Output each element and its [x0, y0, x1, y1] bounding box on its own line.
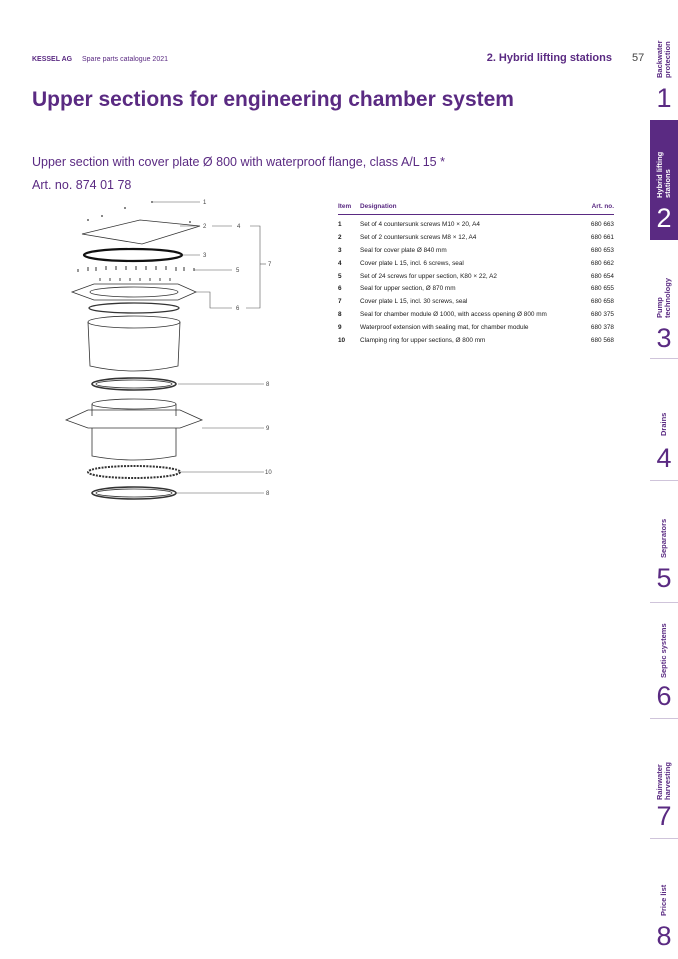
- extension-flange: [66, 410, 202, 428]
- row-art-no: 680 653: [590, 246, 614, 254]
- extension-top: [92, 399, 176, 409]
- tab-number: 7: [656, 801, 672, 831]
- row-art-no: 680 663: [590, 220, 614, 228]
- row-item: 3: [338, 246, 342, 254]
- seal-chamber-bottom-inner: [96, 489, 172, 497]
- row-item: 2: [338, 233, 342, 241]
- tab-number: 6: [656, 681, 672, 711]
- table-row: [338, 270, 614, 283]
- chapter-title: 2. Hybrid lifting stations: [486, 52, 612, 64]
- table-row: [338, 334, 614, 347]
- page-title: Upper sections for engineering chamber system: [32, 88, 514, 111]
- product-art-no: Art. no. 874 01 78: [32, 178, 132, 192]
- row-item: 8: [338, 311, 342, 319]
- row-art-no: 680 654: [590, 272, 614, 280]
- tab-septic-systems[interactable]: [650, 606, 678, 720]
- screws-row: [78, 266, 194, 272]
- callout-10: 10: [265, 470, 272, 476]
- table-row: [338, 231, 614, 244]
- callout-8-top: 8: [266, 382, 270, 388]
- row-designation: Seal for chamber module Ø 1000, with access opening Ø 800 mm: [360, 311, 547, 319]
- page-number: 57: [632, 52, 645, 64]
- cover-plate-opening: [90, 287, 178, 297]
- row-item: 1: [338, 220, 342, 228]
- header-art-no: Art. no.: [591, 203, 614, 210]
- tab-pump-technology[interactable]: [650, 240, 678, 360]
- tab-label: Pump technology: [655, 277, 672, 318]
- screws-top: [87, 201, 191, 223]
- callout-8-bottom: 8: [266, 491, 270, 497]
- row-designation: Cover plate L 15, incl. 30 screws, seal: [360, 298, 468, 306]
- tab-label: Backwater protection: [655, 40, 672, 78]
- catalogue-name: Spare parts catalogue 2021: [82, 56, 169, 63]
- callout-2: 2: [203, 224, 207, 230]
- tab-number: 4: [656, 443, 672, 473]
- seal-chamber-top-inner: [96, 380, 172, 388]
- exploded-drawing-svg: [60, 196, 290, 506]
- tab-label: Septic systems: [659, 623, 668, 678]
- callout-4: 4: [237, 224, 241, 230]
- row-designation: Cover plate L 15, incl. 6 screws, seal: [360, 259, 464, 267]
- callout-5: 5: [236, 268, 240, 274]
- table-row: [338, 218, 614, 231]
- tab-label: Drains: [659, 412, 668, 436]
- table-row: [338, 295, 614, 308]
- row-designation: Set of 24 screws for upper section, K80 × 22, A2: [360, 272, 497, 280]
- row-designation: Waterproof extension with sealing mat, for chamber module: [360, 324, 529, 332]
- tab-separators[interactable]: [650, 484, 678, 604]
- cover-plate-flange: [72, 284, 196, 300]
- tab-label: Price list: [659, 884, 668, 916]
- row-designation: Seal for upper section, Ø 870 mm: [360, 285, 456, 293]
- tab-hybrid-lifting-stations[interactable]: [650, 120, 678, 240]
- row-designation: Set of 2 countersunk screws M8 × 12, A4: [360, 233, 477, 241]
- product-description: Upper section with cover plate Ø 800 with waterproof flange, class A/L 15 *: [32, 155, 445, 169]
- cover-plate-top: [82, 220, 200, 244]
- tab-price-list[interactable]: [650, 842, 678, 959]
- chapter-tabs: [650, 0, 678, 959]
- tab-number: 5: [656, 563, 672, 593]
- callout-1: 1: [203, 200, 207, 206]
- company-name: KESSEL AG: [32, 56, 73, 63]
- table-row: [338, 244, 614, 257]
- row-item: 4: [338, 259, 342, 267]
- tab-number: 8: [656, 921, 672, 951]
- extension-body: [92, 428, 176, 460]
- row-designation: Clamping ring for upper sections, Ø 800 mm: [360, 336, 486, 344]
- tab-label: Separators: [659, 518, 668, 558]
- tab-drains[interactable]: [650, 362, 678, 482]
- callout-6: 6: [236, 306, 240, 312]
- tab-backwater-protection[interactable]: [650, 24, 678, 120]
- table-row: [338, 308, 614, 321]
- row-item: 6: [338, 285, 342, 293]
- table-row: [338, 257, 614, 270]
- tab-label: Hybrid lifting stations: [655, 151, 672, 198]
- tab-number: 1: [656, 83, 672, 113]
- row-art-no: 680 655: [590, 285, 614, 293]
- row-designation: Seal for cover plate Ø 840 mm: [360, 246, 447, 254]
- tab-number: 2: [656, 203, 672, 233]
- upper-section-body: [88, 322, 180, 371]
- clamping-ring: [88, 466, 180, 478]
- row-art-no: 680 661: [590, 233, 614, 241]
- callout-7: 7: [268, 262, 272, 268]
- leader-lines: [152, 202, 266, 493]
- row-item: 10: [338, 336, 346, 344]
- callout-9: 9: [266, 426, 270, 432]
- header-item: Item: [338, 203, 352, 210]
- tab-rainwater-harvesting[interactable]: [650, 722, 678, 840]
- row-art-no: 680 658: [590, 298, 614, 306]
- callout-3: 3: [203, 253, 207, 259]
- screws-row-lower: [100, 278, 170, 281]
- row-art-no: 680 378: [590, 324, 614, 332]
- parts-table: [338, 203, 614, 347]
- header-designation: Designation: [360, 203, 397, 210]
- row-art-no: 680 568: [590, 336, 614, 344]
- tab-label: Rainwater harvesting: [655, 762, 672, 800]
- row-item: 9: [338, 324, 342, 332]
- seal-cover-plate: [84, 249, 182, 261]
- row-designation: Set of 4 countersunk screws M10 × 20, A4: [360, 220, 480, 228]
- row-art-no: 680 375: [590, 311, 614, 319]
- table-row: [338, 282, 614, 295]
- row-item: 5: [338, 272, 342, 280]
- tab-number: 3: [656, 323, 672, 353]
- seal-upper-section: [89, 303, 179, 313]
- table-row: [338, 321, 614, 334]
- upper-section-top: [88, 316, 180, 328]
- row-item: 7: [338, 298, 342, 306]
- exploded-drawing: [60, 196, 290, 506]
- row-art-no: 680 662: [590, 259, 614, 267]
- parts-table-header: [338, 203, 614, 215]
